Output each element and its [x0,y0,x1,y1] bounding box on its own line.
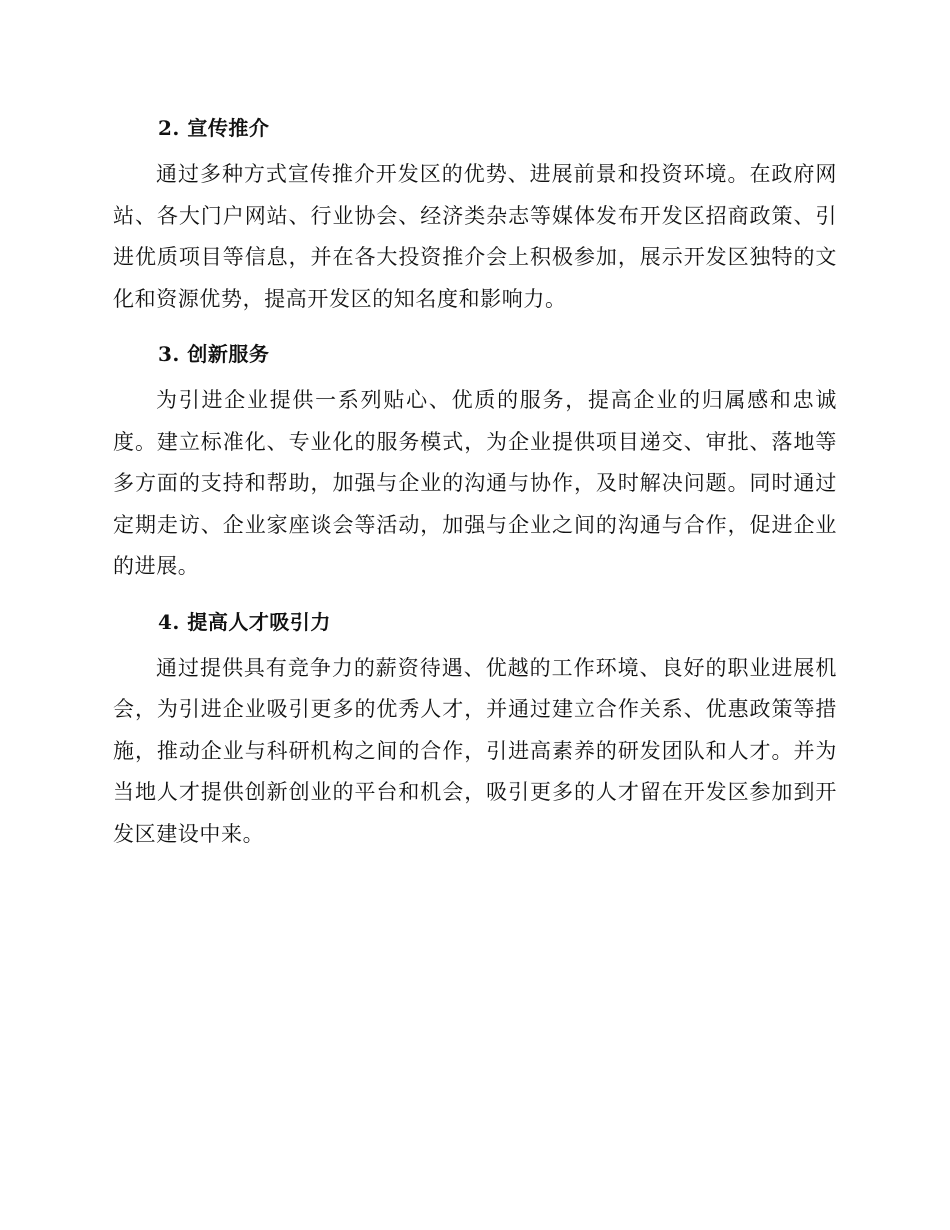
section-talent-attraction [113,602,837,856]
section-heading: 2. 宣传推介 [158,116,270,140]
document-page [113,108,837,855]
section-paragraph: 通过多种方式宣传推介开发区的优势、进展前景和投资环境。在政府网站、各大门户网站、行业协会、经济类杂志等媒体发布开发区招商政策、引进优质项目等信息，并在各大投资推介会上积极参加，展示开发区独特的文化和资源优势，提高开发区的知名度和影响力。 [113,162,837,311]
section-innovative-services [113,334,837,588]
section-heading: 4. 提高人才吸引力 [158,609,331,634]
section-publicity [113,108,837,320]
section-paragraph: 通过提供具有竞争力的薪资待遇、优越的工作环境、良好的职业进展机会，为引进企业吸引更多的优秀人才，并通过建立合作关系、优惠政策等措施，推动企业与科研机构之间的合作，引进高素养的研发团队和人才。并为当地人才提供创新创业的平台和机会，吸引更多的人才留在开发区参加到开发区建设中来。 [113,655,837,846]
section-heading: 3. 创新服务 [158,342,270,366]
section-paragraph: 为引进企业提供一系列贴心、优质的服务，提高企业的归属感和忠诚度。建立标准化、专业化的服务模式，为企业提供项目递交、审批、落地等多方面的支持和帮助，加强与企业的沟通与协作，及时解决问题。同时通过定期走访、企业家座谈会等活动，加强与企业之间的沟通与合作，促进企业的进展。 [113,388,837,578]
